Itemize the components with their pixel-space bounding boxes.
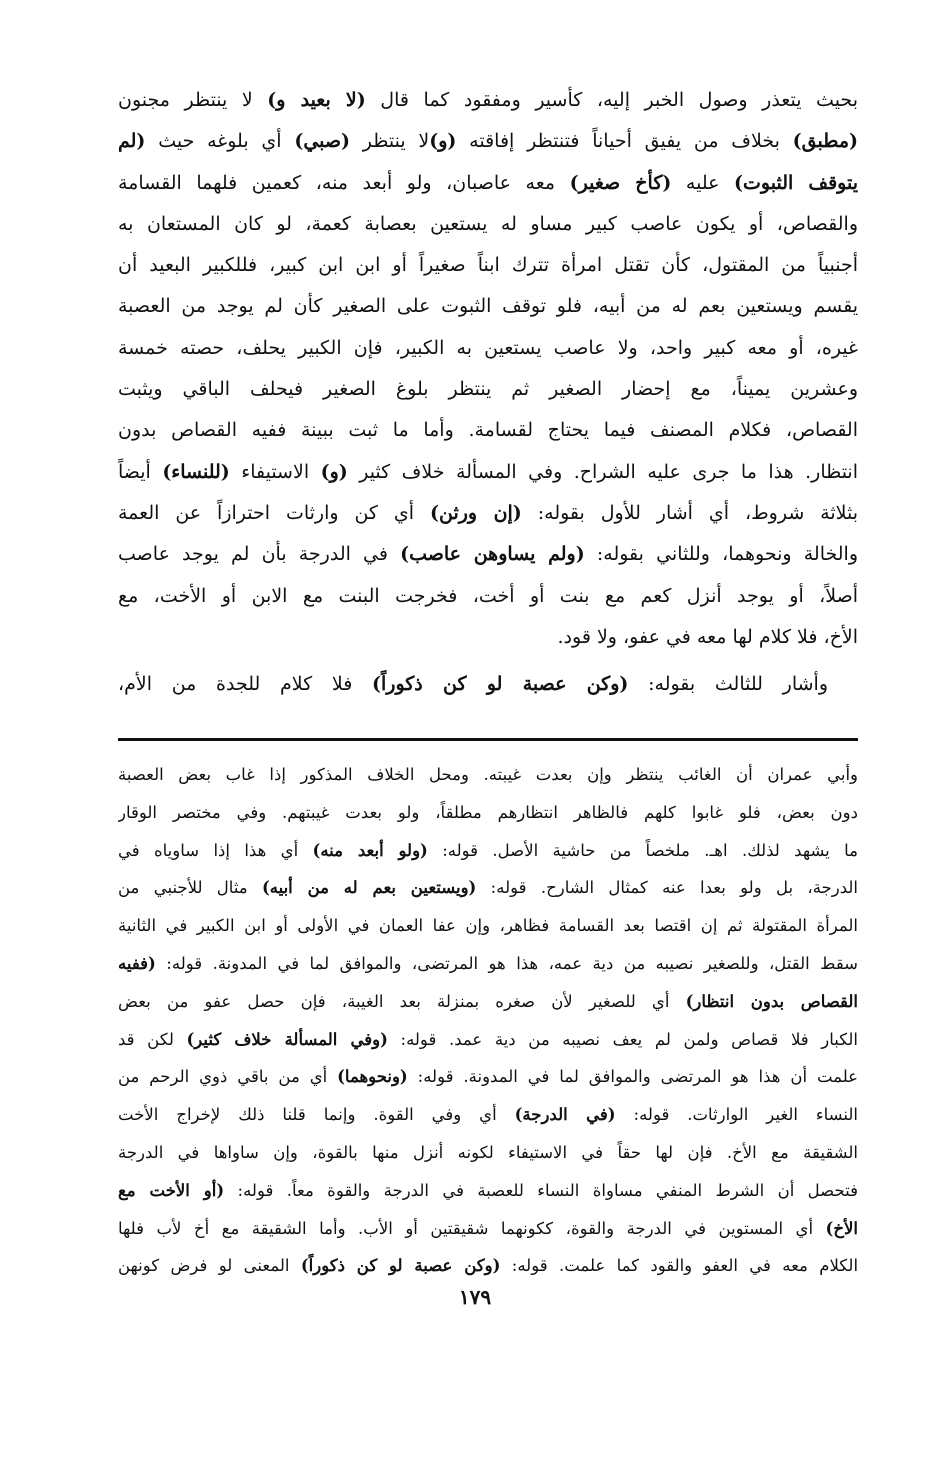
text-segment: فلا كلام للجدة من الأم، (118, 673, 372, 695)
text-line (118, 328, 858, 369)
bold-quoted-text: (مطبق) (792, 130, 858, 153)
bold-quoted-text: القصاص بدون انتظار) (685, 991, 858, 1011)
bold-quoted-text: (ففيه (118, 953, 156, 973)
text-segment: أي وفي القوة. وإنما قلنا ذلك لإخراج الأخت (118, 1105, 515, 1125)
text-segment: النساء الغير الوارثات. قوله: (615, 1105, 858, 1125)
text-segment: الاستيفاء (229, 460, 321, 483)
text-line (118, 245, 858, 286)
text-segment: والخالة ونحوهما، وللثاني بقوله: (584, 543, 858, 566)
text-segment: دون بعض، فلو غابوا كلهم فالظاهر انتظارهم مطلقاً، ولو بعدت غيبتهم. وفي مختصر الوقار (118, 802, 858, 822)
text-segment: أجنبياً من المقتول، كأن تقتل امرأة تترك ابناً صغيراً أو ابن ابن كبير، فللكبير البعيد أن (118, 254, 858, 277)
text-segment: وأشار للثالث بقوله: (628, 673, 828, 695)
bold-quoted-text: (ونحوهما) (337, 1067, 408, 1087)
text-segment: المرأة المقتولة ثم إن اقتصا بعد القسامة فظاهر، وإن عفا العمان في الأولى أو ابن الكبير في الثانية (118, 916, 858, 936)
text-segment: معه عاصبان، ولو أبعد منه، كعمين فلهما القسامة (118, 171, 570, 194)
text-line (118, 945, 858, 983)
main-paragraph-2 (118, 664, 858, 705)
text-line (118, 869, 858, 907)
text-segment: غيره، أو معه كبير واحد، ولا عاصب يستعين به الكبير، فإن الكبير يحلف، حصته خمسة (118, 336, 858, 359)
text-line (118, 452, 858, 493)
text-line (118, 576, 858, 617)
text-segment: القصاص، فكلام المصنف فيما يحتاج لقسامة. وأما ما ثبت ببينة ففيه القصاص بدون (118, 419, 858, 442)
bold-quoted-text: (كأخ صغير) (569, 171, 672, 194)
text-segment: يقسم ويستعين بعم له من أبيه، فلو توقف الثبوت على الصغير كأن لم يوجد من العصبة (118, 295, 858, 318)
text-line (118, 1021, 858, 1059)
text-line (118, 534, 858, 575)
text-segment: والقصاص، أو يكون عاصب كبير مساو له يستعين بعصابة كعمة، لو كان المستعان به (118, 212, 858, 235)
text-line (118, 983, 858, 1021)
text-segment: الكبار فلا قصاص ولمن لم يعف نصيبه من دية عمد. قوله: (387, 1029, 858, 1049)
bold-quoted-text: يتوقف الثبوت) (734, 171, 858, 194)
text-segment: وأبي عمران أن الغائب ينتظر وإن بعدت غيبته. ومحل الخلاف المذكور إذا غاب بعض العصبة (118, 765, 858, 784)
text-line (118, 369, 858, 410)
footnotes (118, 756, 858, 1285)
bold-quoted-text: (وكن عصبة لو كن ذكوراً) (372, 673, 629, 695)
text-line (118, 1096, 858, 1134)
text-segment: لا ينتظر مجنون (118, 89, 268, 111)
bold-quoted-text: (و) (429, 130, 457, 153)
bold-quoted-text: (أو الأخت مع (118, 1180, 225, 1200)
text-line (118, 794, 858, 832)
text-segment: وعشرين يميناً، مع إحضار الصغير ثم ينتظر بلوغ الصغير فيحلف الباقي ويثبت (118, 378, 858, 401)
text-line (118, 121, 858, 162)
text-segment: سقط القتل، وللصغير نصيبه من دية عمه، هذا هو المرتضى، والموافق لما في المدونة. قوله: (155, 953, 858, 973)
text-line (118, 907, 858, 945)
text-line (118, 1247, 858, 1285)
text-segment: أي كن وارثات احترازاً عن العمة (118, 501, 430, 524)
text-segment: الدرجة، بل ولو بعدا عنه كمثال الشارح. قوله: (476, 878, 858, 898)
text-line (118, 80, 858, 121)
text-segment: أي بلوغه حيث (145, 130, 295, 153)
text-segment: أيضاً (118, 460, 163, 483)
text-line (118, 1172, 858, 1210)
text-line (118, 1058, 858, 1096)
bold-quoted-text: (ولو أبعد منه) (312, 840, 428, 860)
page-number: ١٧٩ (458, 1285, 492, 1309)
text-segment: انتظار. هذا ما جرى عليه الشراح. وفي المسألة خلاف كثير (347, 460, 858, 483)
text-segment: عليه (671, 171, 735, 194)
bold-quoted-text: (لم (118, 130, 146, 153)
text-line (118, 756, 858, 794)
text-segment: أصلاً، أو يوجد أنزل كعم مع بنت أو أخت، فخرجت البنت مع الابن أو الأخت، مع (118, 584, 858, 607)
text-segment: بثلاثة شروط، أي أشار للأول بقوله: (521, 501, 858, 524)
text-segment: الأخ، فلا كلام لها معه في عفو، ولا قود. (557, 625, 858, 648)
text-line (118, 617, 858, 658)
text-line (118, 410, 858, 451)
text-segment: ما يشهد لذلك. اهـ. ملخصاً من حاشية الأصل. قوله: (427, 840, 858, 860)
bold-quoted-text: (وفي المسألة خلاف كثير) (186, 1029, 388, 1049)
text-line (118, 163, 858, 204)
text-segment: أي هذا إذا ساوياه في (118, 840, 313, 860)
text-segment: لا ينتظر (350, 130, 430, 153)
text-segment: بخلاف من يفيق أحياناً فتنتظر إفاقته (456, 130, 793, 153)
text-segment: علمت أن هذا هو المرتضى والموافق لما في المدونة. قوله: (407, 1067, 858, 1087)
bold-quoted-text: (و) (320, 460, 348, 483)
bold-quoted-text: (ويستعين بعم له من أبيه) (261, 878, 477, 898)
bold-quoted-text: (للنساء) (162, 460, 230, 483)
text-line (118, 1134, 858, 1172)
text-segment: الشقيقة مع الأخ. فإن لها حقاً في الاستيفاء لكونه أنزل منها بالقوة، وإن ساواها في الدرجة (118, 1142, 858, 1162)
bold-quoted-text: (لا بعيد و) (267, 89, 366, 111)
text-segment: أي للصغير لأن صغره بمنزلة بعد الغيبة، فإن حصل عفو من بعض (118, 991, 686, 1011)
text-segment: لكن قد (118, 1029, 187, 1049)
text-segment: الكلام معه في العفو والقود كما علمت. قوله: (500, 1256, 858, 1276)
footnote-divider (118, 738, 858, 741)
text-segment: أي المستوين في الدرجة والقوة، ككونهما شقيقتين أو الأب. وأما الشقيقة مع أخ لأب فلها (118, 1218, 826, 1238)
text-line (118, 1210, 858, 1248)
text-segment: مثال للأجنبي من (118, 878, 262, 898)
text-segment: بحيث يتعذر وصول الخبر إليه، كأسير ومفقود كما قال (365, 89, 858, 111)
bold-quoted-text: (إن ورثن) (429, 501, 522, 524)
text-segment: أي من باقي ذوي الرحم من (118, 1067, 338, 1087)
text-line (118, 204, 858, 245)
text-segment: في الدرجة بأن لم يوجد عاصب (118, 543, 401, 566)
bold-quoted-text: الأخ) (825, 1218, 858, 1238)
bold-quoted-text: (ولم يساوهن عاصب) (400, 543, 585, 566)
text-line (118, 664, 828, 705)
bold-quoted-text: (في الدرجة) (514, 1105, 616, 1125)
main-text (118, 80, 858, 658)
text-segment: فتحصل أن الشرط المنفي مساواة النساء للعصبة في الدرجة والقوة معاً. قوله: (224, 1180, 858, 1200)
text-line (118, 286, 858, 327)
bold-quoted-text: (وكن عصبة لو كن ذكوراً) (300, 1256, 501, 1276)
bold-quoted-text: (صبي) (294, 130, 351, 153)
text-line (118, 493, 858, 534)
text-line (118, 832, 858, 870)
text-segment: المعنى لو فرض كونهن (118, 1256, 301, 1276)
